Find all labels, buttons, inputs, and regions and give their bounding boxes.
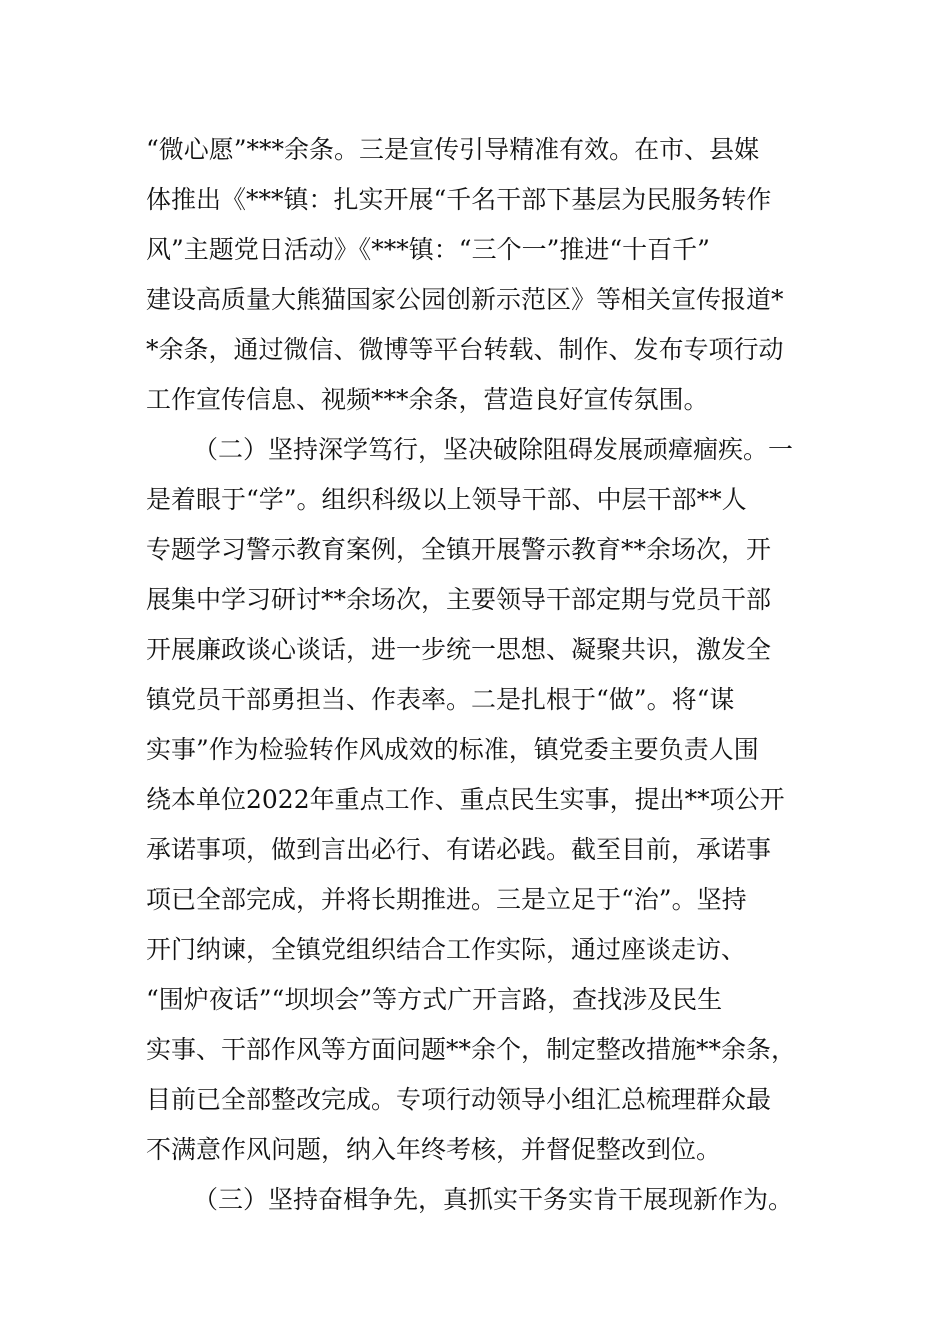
- text-line: 实事、干部作风等方面问题**余个，制定整改措施**余条，: [146, 1035, 797, 1064]
- text-line: *余条，通过微信、微博等平台转载、制作、发布专项行动: [146, 335, 784, 364]
- text-line: 体推出《***镇：扎实开展“千名干部下基层为民服务转作: [146, 185, 772, 214]
- text-line: 建设高质量大熊猫国家公园创新示范区》等相关宣传报道*: [146, 285, 784, 314]
- section-heading-line: （三）坚持奋楫争先，真抓实干务实肯干展现新作为。: [193, 1185, 794, 1214]
- text-line: “围炉夜话”“坝坝会”等方式广开言路，查找涉及民生: [146, 985, 723, 1014]
- text-line: 项已全部完成，并将长期推进。三是立足于“治”。坚持: [146, 885, 747, 914]
- text-line: 目前已全部整改完成。专项行动领导小组汇总梳理群众最: [146, 1085, 772, 1114]
- text-line: 绕本单位2022年重点工作、重点民生实事，提出**项公开: [146, 785, 785, 814]
- text-line: “微心愿”***余条。三是宣传引导精准有效。在市、县媒: [146, 135, 760, 164]
- text-line: 工作宣传信息、视频***余条，营造良好宣传氛围。: [146, 385, 709, 414]
- text-line: 开展廉政谈心谈话，进一步统一思想、凝聚共识，激发全: [146, 635, 772, 664]
- text-line: 镇党员干部勇担当、作表率。二是扎根于“做”。将“谋: [146, 685, 735, 714]
- text-line: 承诺事项，做到言出必行、有诺必践。截至目前，承诺事: [146, 835, 772, 864]
- text-line: 风”主题党日活动》《***镇：“三个一”推进“十百千”: [146, 235, 710, 264]
- text-line: 展集中学习研讨**余场次，主要领导干部定期与党员干部: [146, 585, 772, 614]
- text-line: 开门纳谏，全镇党组织结合工作实际，通过座谈走访、: [146, 935, 747, 964]
- text-line: 是着眼于“学”。组织科级以上领导干部、中层干部**人: [146, 485, 747, 514]
- text-line: 专题学习警示教育案例，全镇开展警示教育**余场次，开: [146, 535, 772, 564]
- text-line: 实事”作为检验转作风成效的标准，镇党委主要负责人围: [146, 735, 759, 764]
- text-line: 不满意作风问题，纳入年终考核，并督促整改到位。: [146, 1135, 722, 1164]
- section-heading-line: （二）坚持深学笃行，坚决破除阻碍发展顽瘴痼疾。一: [193, 435, 794, 464]
